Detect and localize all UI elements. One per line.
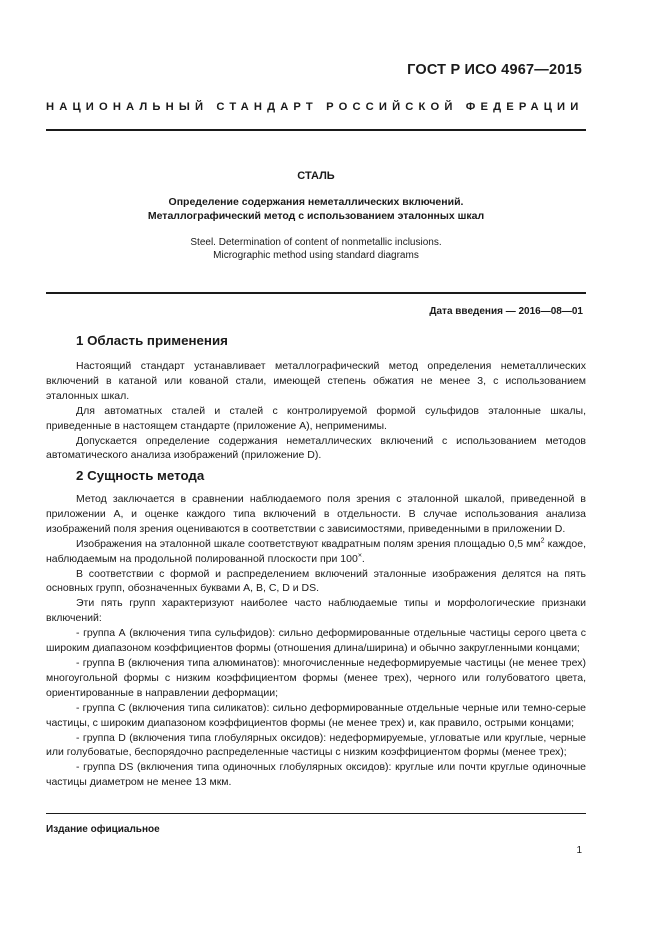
paragraph-text: каждое, наблюдаемым на продольной полированной плоскости при 100: [46, 537, 586, 565]
section-2-heading: 2 Сущность метода: [76, 468, 205, 483]
group-item: - группа D (включения типа глобулярных оксидов): недеформируемые, угловатые или круглые, черные или голубоватые, беспорядочно распределенные частицы с низким коэффициентом формы (менее трех);: [46, 731, 586, 759]
subtitle-en-line-2: Micrographic method using standard diagrams: [213, 250, 419, 261]
group-item: - группа А (включения типа сульфидов): сильно деформированные отдельные частицы серого цвета с широким диапазоном коэффициентов формы (отношения длина/ширина) и обычно закругленными концами;: [46, 627, 586, 655]
group-item: - группа В (включения типа алюминатов): многочисленные недеформируемые частицы (не менее трех) многоугольной формы с низким коэффициентом формы (менее трех), черного или голубоватого цвета, ориентированные в направлении деформации;: [46, 656, 586, 699]
paragraph-text: Изображения на эталонной шкале соответствуют квадратным полям зрения площадью 0,5 мм: [76, 537, 541, 550]
subtitle-ru-line-1: Определение содержания неметаллических включений.: [168, 196, 464, 208]
section-2-paragraph: Метод заключается в сравнении наблюдаемого поля зрения с эталонной шкалой, приведенной в приложении А, и оценке каждого типа включений в отдельности. В случае использования анализа изображений поля зрения оцениваются в соответствии с зависимостями, приведенными в приложении D.: [46, 493, 586, 535]
official-edition-label: Издание официальное: [46, 824, 160, 835]
section-1-body: [46, 359, 586, 463]
superscript-times: ×: [357, 552, 362, 560]
paragraph-text: .: [361, 552, 365, 565]
superscript-squared: 2: [540, 537, 545, 545]
page-number: 1: [576, 845, 582, 856]
document-number: ГОСТ Р ИСО 4967—2015: [407, 62, 582, 78]
document-title: СТАЛЬ: [297, 170, 335, 182]
header-divider: [46, 129, 586, 131]
section-2-paragraph: В соответствии с формой и распределением включений эталонные изображения делятся на пять основных групп, обозначенных буквами А, В, С, D и DS.: [46, 567, 586, 595]
section-2-body: [46, 492, 586, 790]
section-1-heading: 1 Область применения: [76, 333, 228, 348]
effective-date: Дата введения — 2016—08—01: [429, 306, 583, 317]
section-2-paragraph: [46, 537, 586, 567]
footer-divider: [46, 813, 586, 814]
document-subtitle-en: [46, 236, 586, 262]
title-divider: [46, 292, 586, 294]
section-2-paragraph: Эти пять групп характеризуют наиболее часто наблюдаемые типы и морфологические признаки включений:: [46, 597, 586, 625]
section-1-paragraph: Допускается определение содержания неметаллических включений с использованием методов автоматического анализа изображений (приложение D).: [46, 434, 586, 462]
standard-banner: НАЦИОНАЛЬНЫЙ СТАНДАРТ РОССИЙСКОЙ ФЕДЕРАЦИИ: [46, 101, 584, 113]
document-subtitle-ru: [46, 195, 586, 223]
subtitle-en-line-1: Steel. Determination of content of nonmetallic inclusions.: [190, 237, 442, 248]
group-item: - группа С (включения типа силикатов): сильно деформированные отдельные черные или темно-серые частицы, с широким диапазоном коэффициентов формы (не менее трех) и, как правило, острыми концами;: [46, 701, 586, 729]
section-1-paragraph: Настоящий стандарт устанавливает металлографический метод определения неметаллических включений в катаной или кованой стали, имеющей степень обжатия не менее 3, с использованием эталонных шкал.: [46, 360, 586, 402]
section-1-paragraph: Для автоматных сталей и сталей с контролируемой формой сульфидов эталонные шкалы, приведенные в настоящем стандарте (приложение А), неприменимы.: [46, 404, 586, 432]
group-item: - группа DS (включения типа одиночных глобулярных оксидов): круглые или почти круглые одиночные частицы диаметром не менее 13 мкм.: [46, 761, 586, 789]
subtitle-ru-line-2: Металлографический метод с использованием эталонных шкал: [147, 210, 485, 222]
